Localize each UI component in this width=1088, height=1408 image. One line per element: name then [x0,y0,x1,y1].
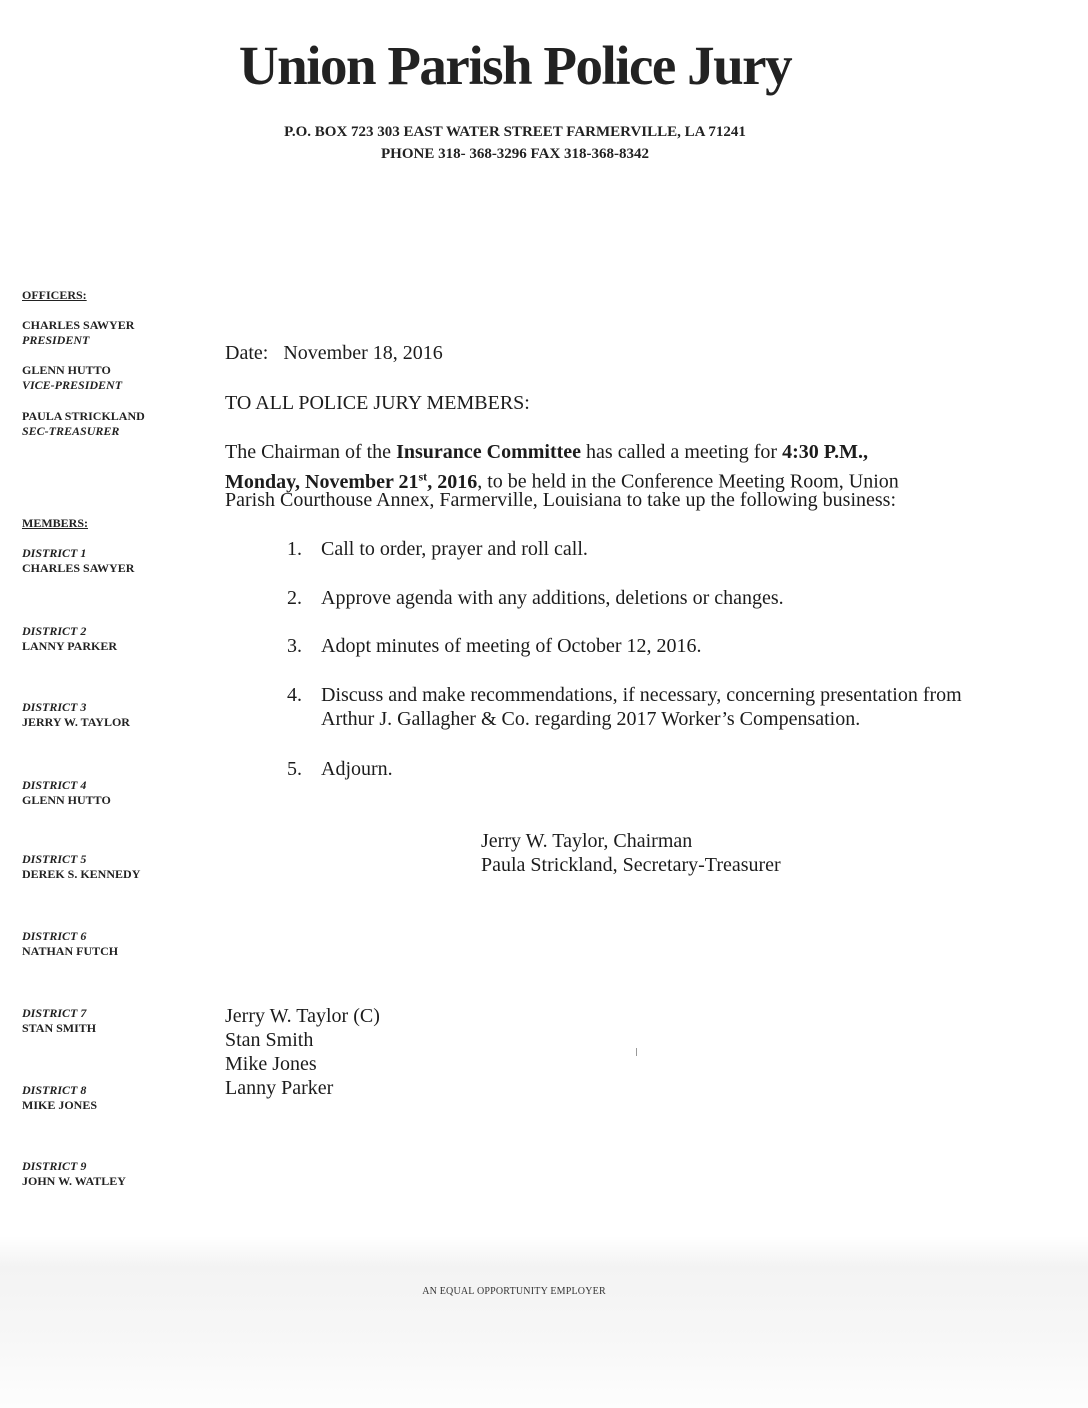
members-heading: MEMBERS: [22,516,88,530]
committee-member: Lanny Parker [225,1077,334,1099]
scan-speck [636,1048,637,1056]
officer-name: CHARLES SAWYER [22,318,135,332]
intro-text: has called a meeting for [581,441,783,463]
committee-name: Insurance Committee [396,441,582,463]
member-district: DISTRICT 3 [22,700,87,714]
member-entry [22,1159,126,1189]
officer-name: GLENN HUTTO [22,363,111,377]
committee-member: Mike Jones [225,1053,317,1075]
intro-line-1 [225,440,1005,464]
officer-role: SEC-TREASURER [22,424,120,438]
signature-chairman: Jerry W. Taylor, Chairman [481,830,693,852]
member-name: GLENN HUTTO [22,793,111,807]
footer-eoe: AN EQUAL OPPORTUNITY EMPLOYER [422,1286,606,1297]
committee-member: Stan Smith [225,1029,314,1051]
scan-shading [0,1236,1088,1408]
member-district: DISTRICT 2 [22,624,87,638]
letterhead-address: P.O. BOX 723 303 EAST WATER STREET FARMERVILLE, LA 71241 [284,124,746,140]
member-entry [22,1083,97,1113]
officer-entry [22,318,134,348]
member-district: DISTRICT 5 [22,852,87,866]
meeting-time: 4:30 P.M., [782,441,868,463]
officer-name: PAULA STRICKLAND [22,409,145,423]
officer-entry [22,363,122,393]
member-entry [22,1006,96,1036]
member-district: DISTRICT 6 [22,929,87,943]
date-line [225,341,443,365]
member-district: DISTRICT 8 [22,1083,87,1097]
letterhead-phone-fax: PHONE 318- 368-3296 FAX 318-368-8342 [380,146,650,162]
intro-text: The Chairman of the [225,441,397,463]
member-entry [22,546,134,576]
member-name: DEREK S. KENNEDY [22,867,141,881]
committee-member: Jerry W. Taylor (C) [225,1005,380,1027]
agenda-number: 4. [287,684,302,706]
meeting-day: Monday, November 21 [225,470,419,493]
member-entry [22,929,118,959]
signature-secretary: Paula Strickland, Secretary-Treasurer [481,854,781,876]
salutation: TO ALL POLICE JURY MEMBERS: [225,392,530,414]
agenda-text: Approve agenda with any additions, deletions or changes. [321,587,784,609]
member-entry [22,778,111,808]
agenda-number: 5. [287,758,302,780]
member-entry [22,700,130,730]
date-suffix: st [418,469,428,483]
member-district: DISTRICT 1 [22,546,87,560]
member-name: STAN SMITH [22,1021,97,1035]
member-district: DISTRICT 9 [22,1159,87,1173]
intro-text: , to be held in the Conference Meeting Room, Union [477,470,899,493]
letterhead-title: Union Parish Police Jury [238,35,792,96]
agenda-number: 2. [287,587,302,609]
officer-role: VICE-PRESIDENT [22,378,123,392]
date-value: November 18, 2016 [283,342,443,364]
officer-entry [22,409,145,439]
officer-role: PRESIDENT [22,333,90,347]
member-district: DISTRICT 7 [22,1006,87,1020]
member-name: JOHN W. WATLEY [22,1174,126,1188]
member-district: DISTRICT 4 [22,778,87,792]
intro-line-3: Parish Courthouse Annex, Farmerville, Louisiana to take up the following business: [225,489,897,511]
agenda-text: Adopt minutes of meeting of October 12, 2016. [321,635,702,657]
member-name: JERRY W. TAYLOR [22,715,130,729]
agenda-number: 1. [287,538,302,560]
member-name: MIKE JONES [22,1098,98,1112]
date-label: Date: [225,342,269,364]
agenda-text: Call to order, prayer and roll call. [321,538,588,560]
member-entry [22,852,140,882]
member-entry [22,624,117,654]
member-name: CHARLES SAWYER [22,561,135,575]
agenda-text: Adjourn. [321,758,393,780]
meeting-year: , 2016 [427,470,478,493]
member-name: LANNY PARKER [22,639,117,653]
agenda-text: Discuss and make recommendations, if necessary, concerning presentation from Arthur J. Gallagher & Co. regarding 2017 Worker’s Compensation. [321,684,962,730]
officers-heading: OFFICERS: [22,288,87,302]
member-name: NATHAN FUTCH [22,944,119,958]
agenda-number: 3. [287,635,302,657]
